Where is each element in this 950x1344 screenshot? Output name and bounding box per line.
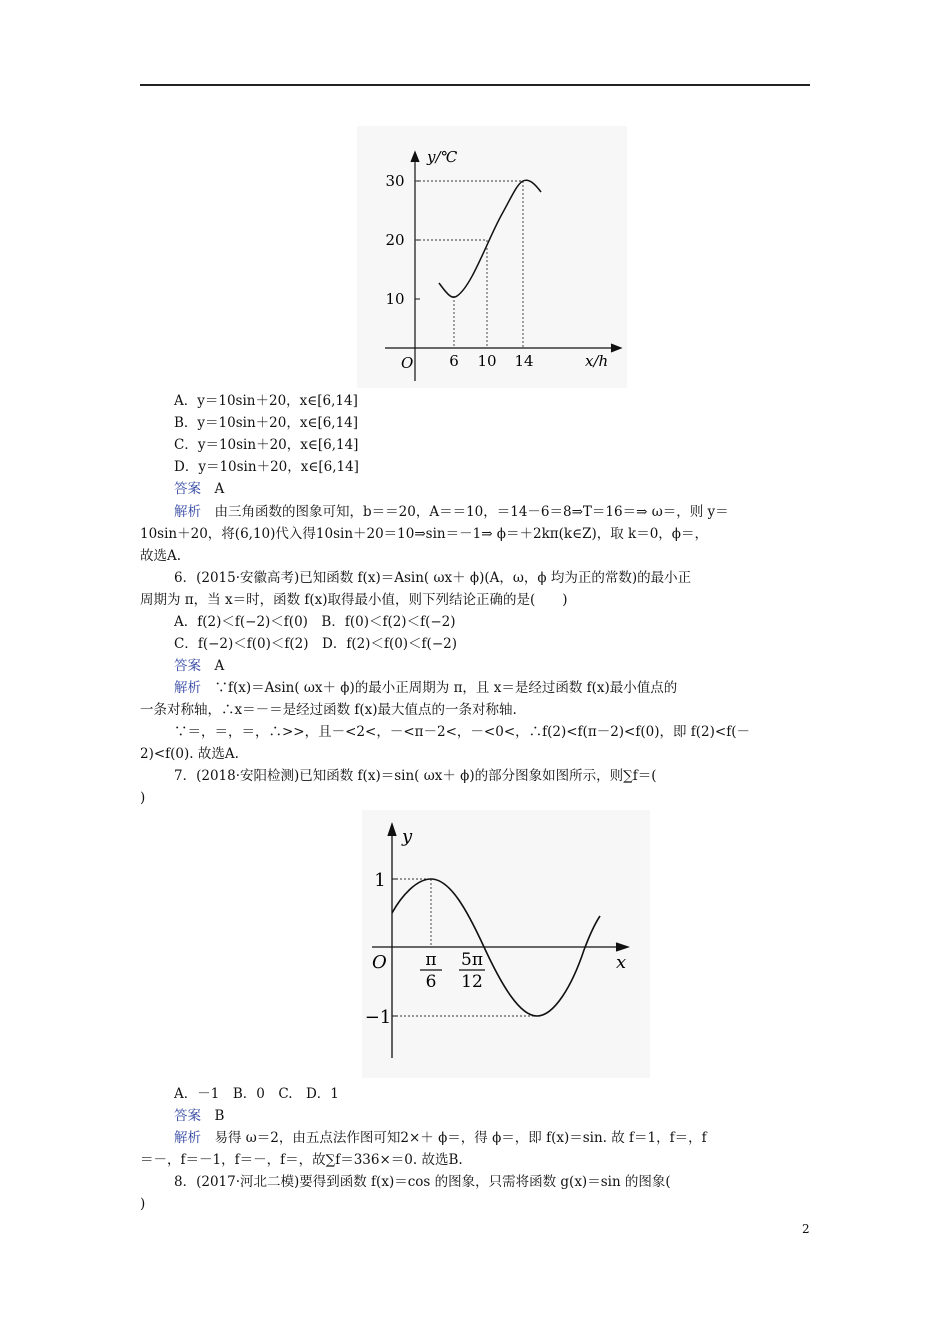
- q7-stem-line-1: 7．(2018·安阳检测)已知函数 f(x)＝sin( ωx＋ ϕ)的部分图象如图所示，则∑f＝(: [174, 768, 657, 784]
- page-number: 2: [802, 1222, 810, 1236]
- x-arrow: [616, 943, 628, 951]
- q6-analysis-line-1: [174, 679, 677, 698]
- temperature-graph: [357, 126, 627, 388]
- q5-analysis-line-3: 故选A.: [140, 548, 182, 564]
- answer-label: 答案: [174, 658, 201, 674]
- x-tick-label-10: 10: [477, 352, 497, 370]
- q6-answer: [174, 657, 224, 676]
- answer-value: B: [214, 1108, 225, 1124]
- origin-label: O: [401, 354, 414, 372]
- q7-stem-line-2: ): [140, 790, 146, 806]
- q6-options-line-1: A．f(2)＜f(−2)＜f(0) B．f(0)＜f(2)＜f(−2): [174, 614, 456, 630]
- q6-analysis-line-4: 2)<f(0). 故选A.: [140, 746, 239, 762]
- x-axis-label: x: [616, 952, 627, 973]
- q5-option-c: C．y＝10sin＋20，x∈[6,14]: [174, 437, 359, 453]
- tick1-numerator: π: [425, 950, 437, 970]
- q5-answer: [174, 480, 224, 499]
- x-tick-label-14: 14: [514, 352, 534, 370]
- q5-analysis-line-2: 10sin＋20，将(6,10)代入得10sin＋20＝10⇒sin＝－1⇒ ϕ＝＋2kπ(k∈Z)，取 k＝0，ϕ＝，: [140, 526, 709, 542]
- analysis-label: 解析: [174, 1130, 201, 1146]
- tick2-numerator: 5π: [461, 950, 483, 970]
- y-tick-label-10: 10: [385, 290, 405, 308]
- y-axis-label: y: [402, 826, 413, 847]
- x-arrow: [611, 344, 621, 352]
- q6-analysis-line-2: 一条对称轴，∴x＝－＝是经过函数 f(x)最大值点的一条对称轴.: [140, 702, 517, 718]
- q7-analysis-line-2: ＝－，f＝－1，f＝－，f＝，故∑f＝336×＝0. 故选B.: [140, 1152, 463, 1168]
- q6-options-line-2: C．f(−2)＜f(0)＜f(2) D．f(2)＜f(0)＜f(−2): [174, 636, 457, 652]
- header-rule: [140, 84, 810, 86]
- answer-value: A: [214, 658, 225, 674]
- analysis-label: 解析: [174, 504, 201, 520]
- answer-label: 答案: [174, 481, 201, 497]
- x-tick-label-6: 6: [449, 352, 459, 370]
- analysis-text: ∵f(x)＝Asin( ωx＋ ϕ)的最小正周期为 π，且 x＝是经过函数 f(x)最小值点的: [214, 680, 678, 696]
- q5-analysis-line-1: [174, 503, 729, 522]
- q7-analysis-line-1: [174, 1129, 707, 1148]
- q8-stem-line-1: 8．(2017·河北二模)要得到函数 f(x)＝cos 的图象，只需将函数 g(x)＝sin 的图象(: [174, 1174, 671, 1190]
- y-max-label: 1: [374, 870, 386, 891]
- y-axis-label: y/℃: [427, 148, 458, 166]
- y-tick-label-20: 20: [385, 231, 405, 249]
- analysis-label: 解析: [174, 680, 201, 696]
- q7-answer: [174, 1107, 224, 1126]
- answer-value: A: [214, 481, 225, 497]
- q6-stem-line-2: 周期为 π，当 x＝时，函数 f(x)取得最小值，则下列结论正确的是( ): [140, 592, 568, 608]
- temperature-curve: [439, 180, 541, 297]
- q6-analysis-line-3: ∵＝，＝，＝，∴>>，且－<2<，－<π－2<，－<0<，∴f(2)<f(π－2)<f(0)，即 f(2)<f(－: [174, 724, 750, 740]
- analysis-text: 易得 ω＝2，由五点法作图可知2×＋ ϕ＝，得 ϕ＝，即 f(x)＝sin. 故 f＝1，f＝，f: [214, 1130, 707, 1146]
- y-arrow: [388, 824, 396, 836]
- tick2-denominator: 12: [461, 972, 483, 992]
- y-min-label: −1: [364, 1007, 392, 1028]
- q5-option-a: A．y＝10sin＋20，x∈[6,14]: [174, 393, 358, 409]
- y-arrow: [411, 152, 419, 162]
- q6-stem-line-1: 6．(2015·安徽高考)已知函数 f(x)＝Asin( ωx＋ ϕ)(A，ω，ϕ 均为正的常数)的最小正: [174, 570, 692, 586]
- q7-options: A．－1 B．0 C. D．1: [174, 1086, 339, 1102]
- y-tick-label-30: 30: [385, 172, 405, 190]
- tick1-denominator: 6: [425, 972, 437, 992]
- origin-label: O: [372, 952, 387, 973]
- answer-label: 答案: [174, 1108, 201, 1124]
- q8-stem-line-2: ): [140, 1196, 146, 1212]
- sine-graph: [362, 810, 650, 1078]
- x-axis-label: x/h: [585, 352, 609, 370]
- q5-option-d: D．y＝10sin＋20，x∈[6,14]: [174, 459, 359, 475]
- q5-option-b: B．y＝10sin＋20，x∈[6,14]: [174, 415, 359, 431]
- analysis-text: 由三角函数的图象可知，b＝＝20，A＝＝10，＝14－6＝8⇒T＝16＝⇒ ω＝，则 y＝: [214, 504, 729, 520]
